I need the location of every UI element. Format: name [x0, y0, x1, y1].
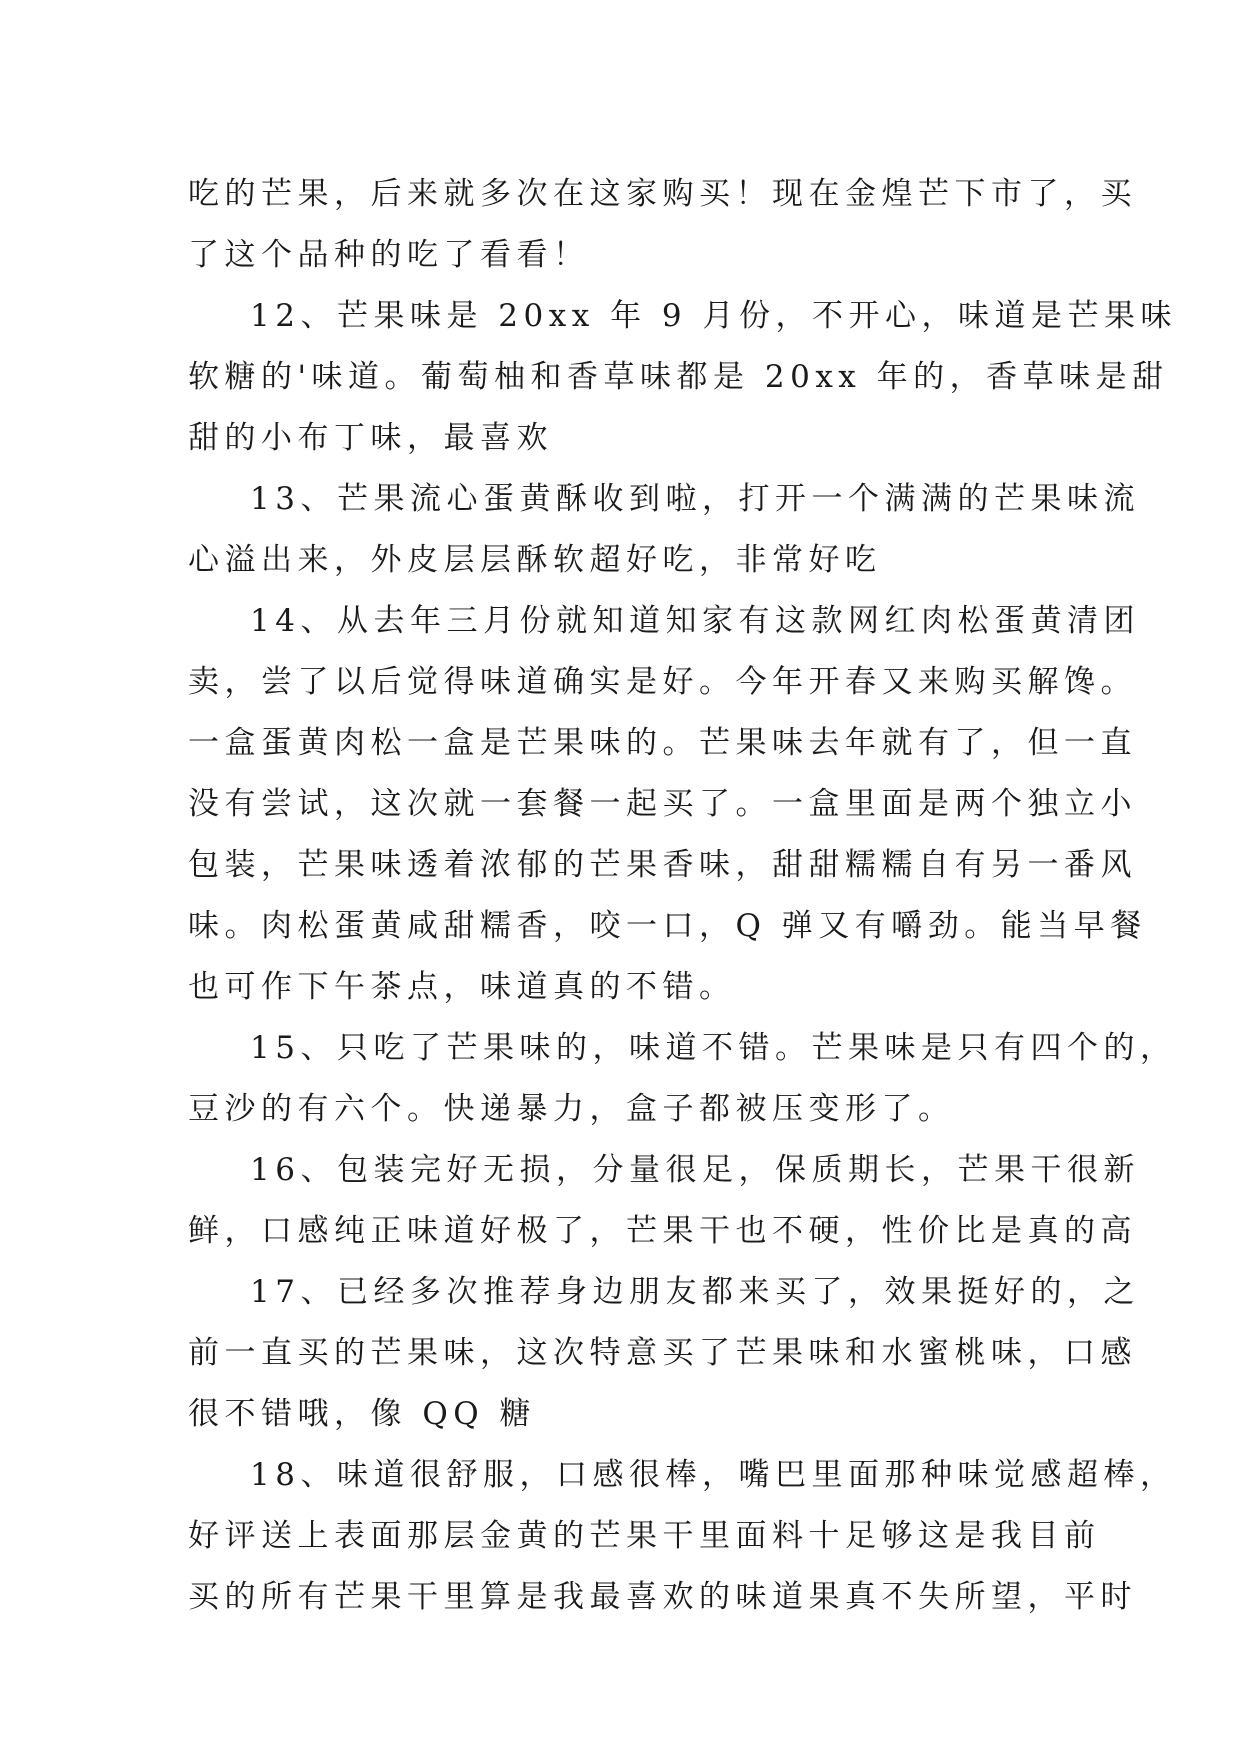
text-line: 17、已经多次推荐身边朋友都来买了，效果挺好的，之 — [250, 1274, 1140, 1310]
text-line: 前一直买的芒果味，这次特意买了芒果味和水蜜桃味，口感 — [188, 1335, 1137, 1371]
text-line: 鲜，口感纯正味道好极了，芒果干也不硬，性价比是真的高 — [188, 1213, 1137, 1249]
text-line: 豆沙的有六个。快递暴力，盒子都被压变形了。 — [188, 1091, 955, 1127]
text-line: 吃的芒果，后来就多次在这家购买！现在金煌芒下市了，买 — [188, 176, 1137, 212]
text-line: 16、包装完好无损，分量很足，保质期长，芒果干很新 — [250, 1152, 1140, 1188]
text-line: 味。肉松蛋黄咸甜糯香，咬一口，Q 弹又有嚼劲。能当早餐 — [188, 908, 1147, 944]
text-line: 14、从去年三月份就知道知家有这款网红肉松蛋黄清团 — [250, 603, 1140, 639]
document-body — [188, 164, 1177, 1628]
text-line: 甜的小布丁味，最喜欢 — [188, 420, 553, 456]
text-line: 好评送上表面那层金黄的芒果干里面料十足够这是我目前 — [188, 1518, 1101, 1554]
text-line: 心溢出来，外皮层层酥软超好吃，非常好吃 — [188, 542, 882, 578]
text-line: 一盒蛋黄肉松一盒是芒果味的。芒果味去年就有了，但一直 — [188, 725, 1137, 761]
text-line: 卖，尝了以后觉得味道确实是好。今年开春又来购买解馋。 — [188, 664, 1137, 700]
text-line: 了这个品种的吃了看看！ — [188, 237, 590, 273]
text-line: 18、味道很舒服，口感很棒，嘴巴里面那种味觉感超棒， — [250, 1457, 1177, 1493]
text-line: 买的所有芒果干里算是我最喜欢的味道果真不失所望，平时 — [188, 1579, 1137, 1615]
text-line: 12、芒果味是 20xx 年 9 月份，不开心，味道是芒果味 — [250, 298, 1177, 334]
text-line: 包装，芒果味透着浓郁的芒果香味，甜甜糯糯自有另一番风 — [188, 847, 1137, 883]
text-line: 很不错哦，像 QQ 糖 — [188, 1396, 537, 1432]
text-line: 13、芒果流心蛋黄酥收到啦，打开一个满满的芒果味流 — [250, 481, 1140, 517]
text-line: 15、只吃了芒果味的，味道不错。芒果味是只有四个的， — [250, 1030, 1177, 1066]
text-line: 软糖的'味道。葡萄柚和香草味都是 20xx 年的，香草味是甜 — [188, 359, 1169, 395]
text-line: 没有尝试，这次就一套餐一起买了。一盒里面是两个独立小 — [188, 786, 1137, 822]
text-line: 也可作下午茶点，味道真的不错。 — [188, 969, 736, 1005]
